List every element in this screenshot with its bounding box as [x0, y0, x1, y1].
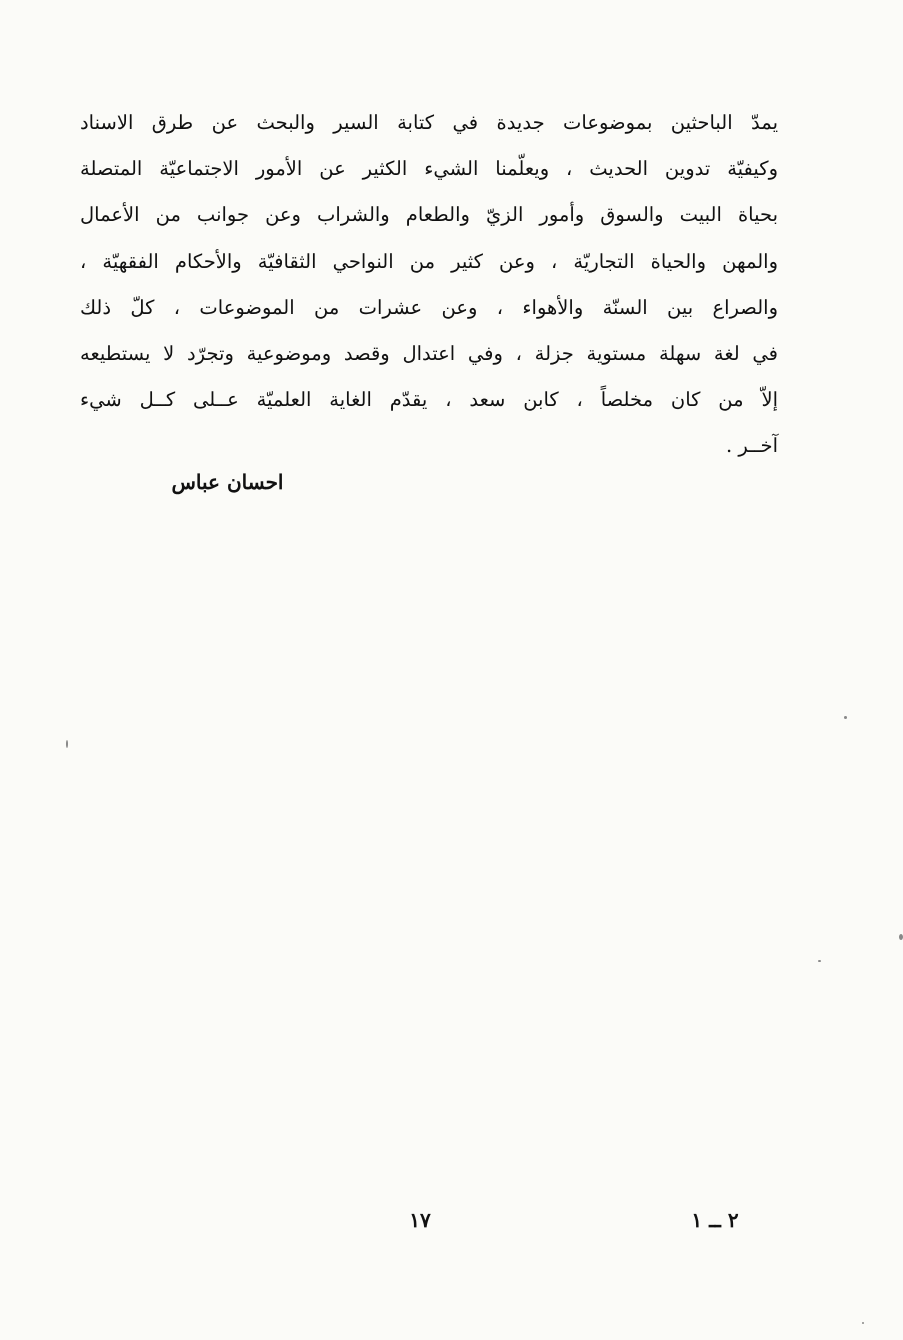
text-line: والصراع بين السنّة والأهواء ، وعن عشرات من الموضوعات ، كلّ ذلك	[80, 295, 778, 319]
paper-speck	[66, 740, 68, 748]
text-line: آخــر .	[725, 434, 778, 458]
paper-speck	[862, 1322, 864, 1324]
paper-speck	[899, 934, 903, 940]
text-line: والمهن والحياة التجاريّة ، وعن كثير من النواحي الثقافيّة والأحكام الفقهيّة ،	[80, 249, 778, 273]
printer-signature-mark: ٢ ــ ١	[691, 1208, 739, 1232]
text-line: يمدّ الباحثين بموضوعات جديدة في كتابة السير والبحث عن طرق الاسناد	[80, 111, 778, 134]
body-paragraph	[80, 100, 778, 470]
paper-speck	[818, 960, 821, 962]
text-line: إلاّ من كان مخلصاً ، كابن سعد ، يقدّم الغاية العلميّة عــلى كــل شيء	[80, 388, 778, 412]
paper-speck	[844, 716, 847, 719]
text-line: بحياة البيت والسوق وأمور الزيّ والطعام والشراب وعن جوانب من الأعمال	[80, 203, 778, 227]
author-signature: احسان عباس	[171, 470, 284, 494]
text-line: وكيفيّة تدوين الحديث ، ويعلّمنا الشيء الكثير عن الأمور الاجتماعيّة المتصلة	[80, 157, 778, 181]
text-line: في لغة سهلة مستوية جزلة ، وفي اعتدال وقصد وموضوعية وتجرّد لا يستطيعه	[80, 341, 778, 365]
page-number: ١٧	[409, 1208, 431, 1232]
